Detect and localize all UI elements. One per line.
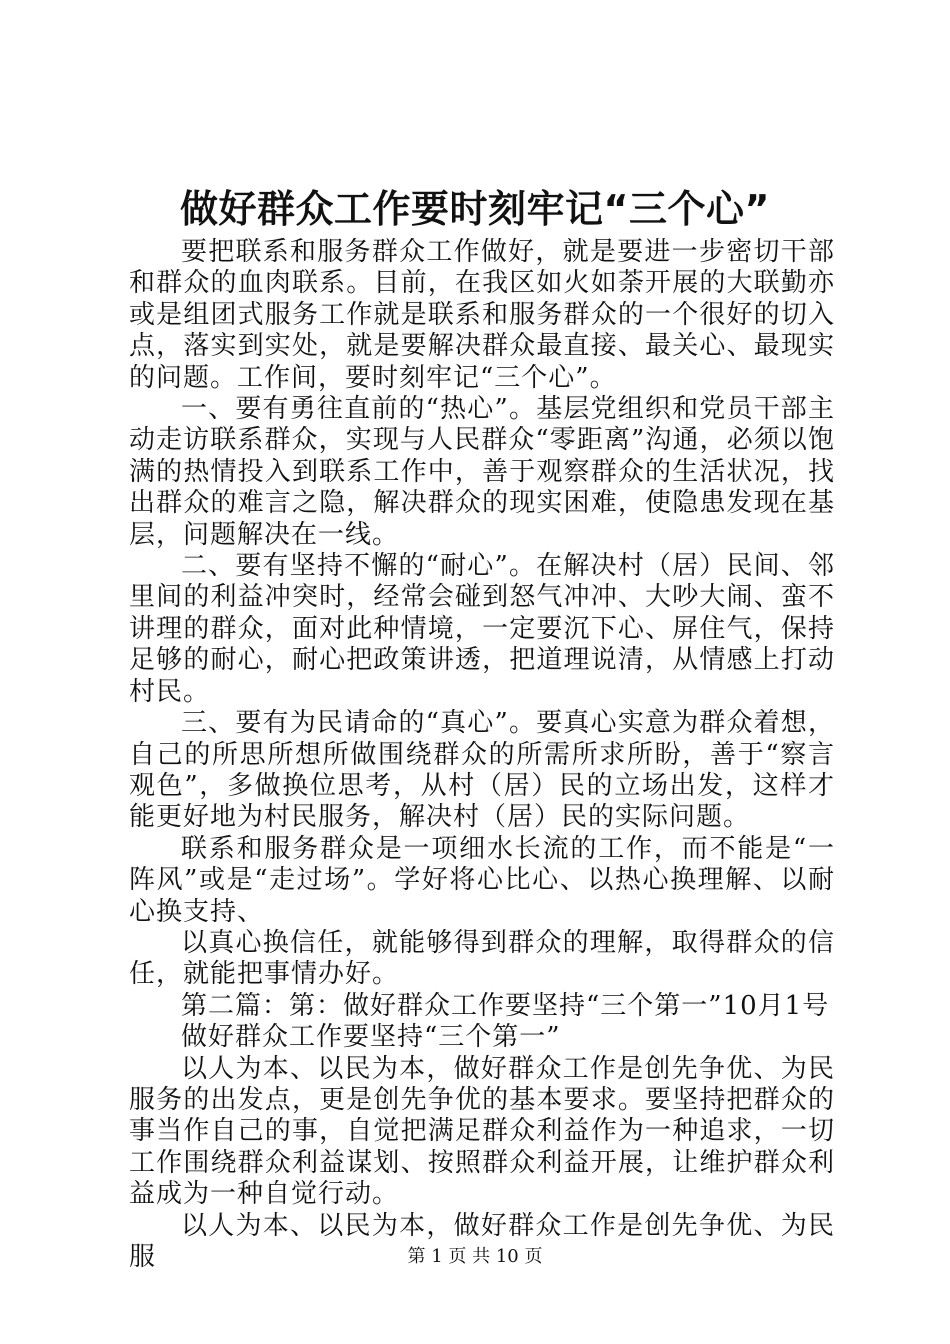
- paragraph: 二、要有坚持不懈的“耐心”。在解决村（居）民间、邻里间的利益冲突时，经常会碰到怒气冲冲、大吵大闹、蛮不讲理的群众，面对此种情境，一定要沉下心、屏住气，保持足够的耐心，耐心把政策讲透，把道理说清，从情感上打动村民。: [129, 551, 835, 707]
- page-footer: 第 1 页 共 10 页: [407, 1246, 543, 1267]
- paragraph: 一、要有勇往直前的“热心”。基层党组织和党员干部主动走访联系群众，实现与人民群众“零距离”沟通，必须以饱满的热情投入到联系工作中，善于观察群众的生活状况，找出群众的难言之隐，解决群众的现实困难，使隐患发现在基层，问题解决在一线。: [129, 394, 835, 550]
- paragraph: 三、要有为民请命的“真心”。要真心实意为群众着想，自己的所思所想所做围绕群众的所需所求所盼，善于“察言观色”，多做换位思考，从村（居）民的立场出发，这样才能更好地为村民服务，解决村（居）民的实际问题。: [129, 708, 835, 833]
- paragraph: 联系和服务群众是一项细水长流的工作，而不能是“一阵风”或是“走过场”。学好将心比心、以热心换理解、以耐心换支持、: [129, 833, 835, 927]
- paragraph: 以人为本、以民为本，做好群众工作是创先争优、为民服务的出发点，更是创先争优的基本要求。要坚持把群众的事当作自己的事，自觉把满足群众利益作为一种追求，一切工作围绕群众利益谋划、按照群众利益开展，让维护群众利益成为一种自觉行动。: [129, 1053, 835, 1210]
- paragraph: 以真心换信任，就能够得到群众的理解，取得群众的信任，就能把事情办好。: [129, 927, 835, 990]
- paragraph: 以人为本、以民为本，做好群众工作是创先争优、为民服: [129, 1210, 835, 1272]
- section-heading: 第二篇：第：做好群众工作要坚持“三个第一”10月1号: [181, 990, 830, 1021]
- section-subheading: 做好群众工作要坚持“三个第一”: [181, 1022, 561, 1053]
- paragraph: 要把联系和服务群众工作做好，就是要进一步密切干部和群众的血肉联系。目前，在我区如火如荼开展的大联勤亦或是组团式服务工作就是联系和服务群众的一个很好的切入点，落实到实处，就是要解决群众最直接、最关心、最现实的问题。工作间，要时刻牢记“三个心”。: [129, 237, 835, 393]
- document-body: [129, 237, 835, 1273]
- document-title: 做好群众工作要时刻牢记“三个心”: [180, 187, 770, 231]
